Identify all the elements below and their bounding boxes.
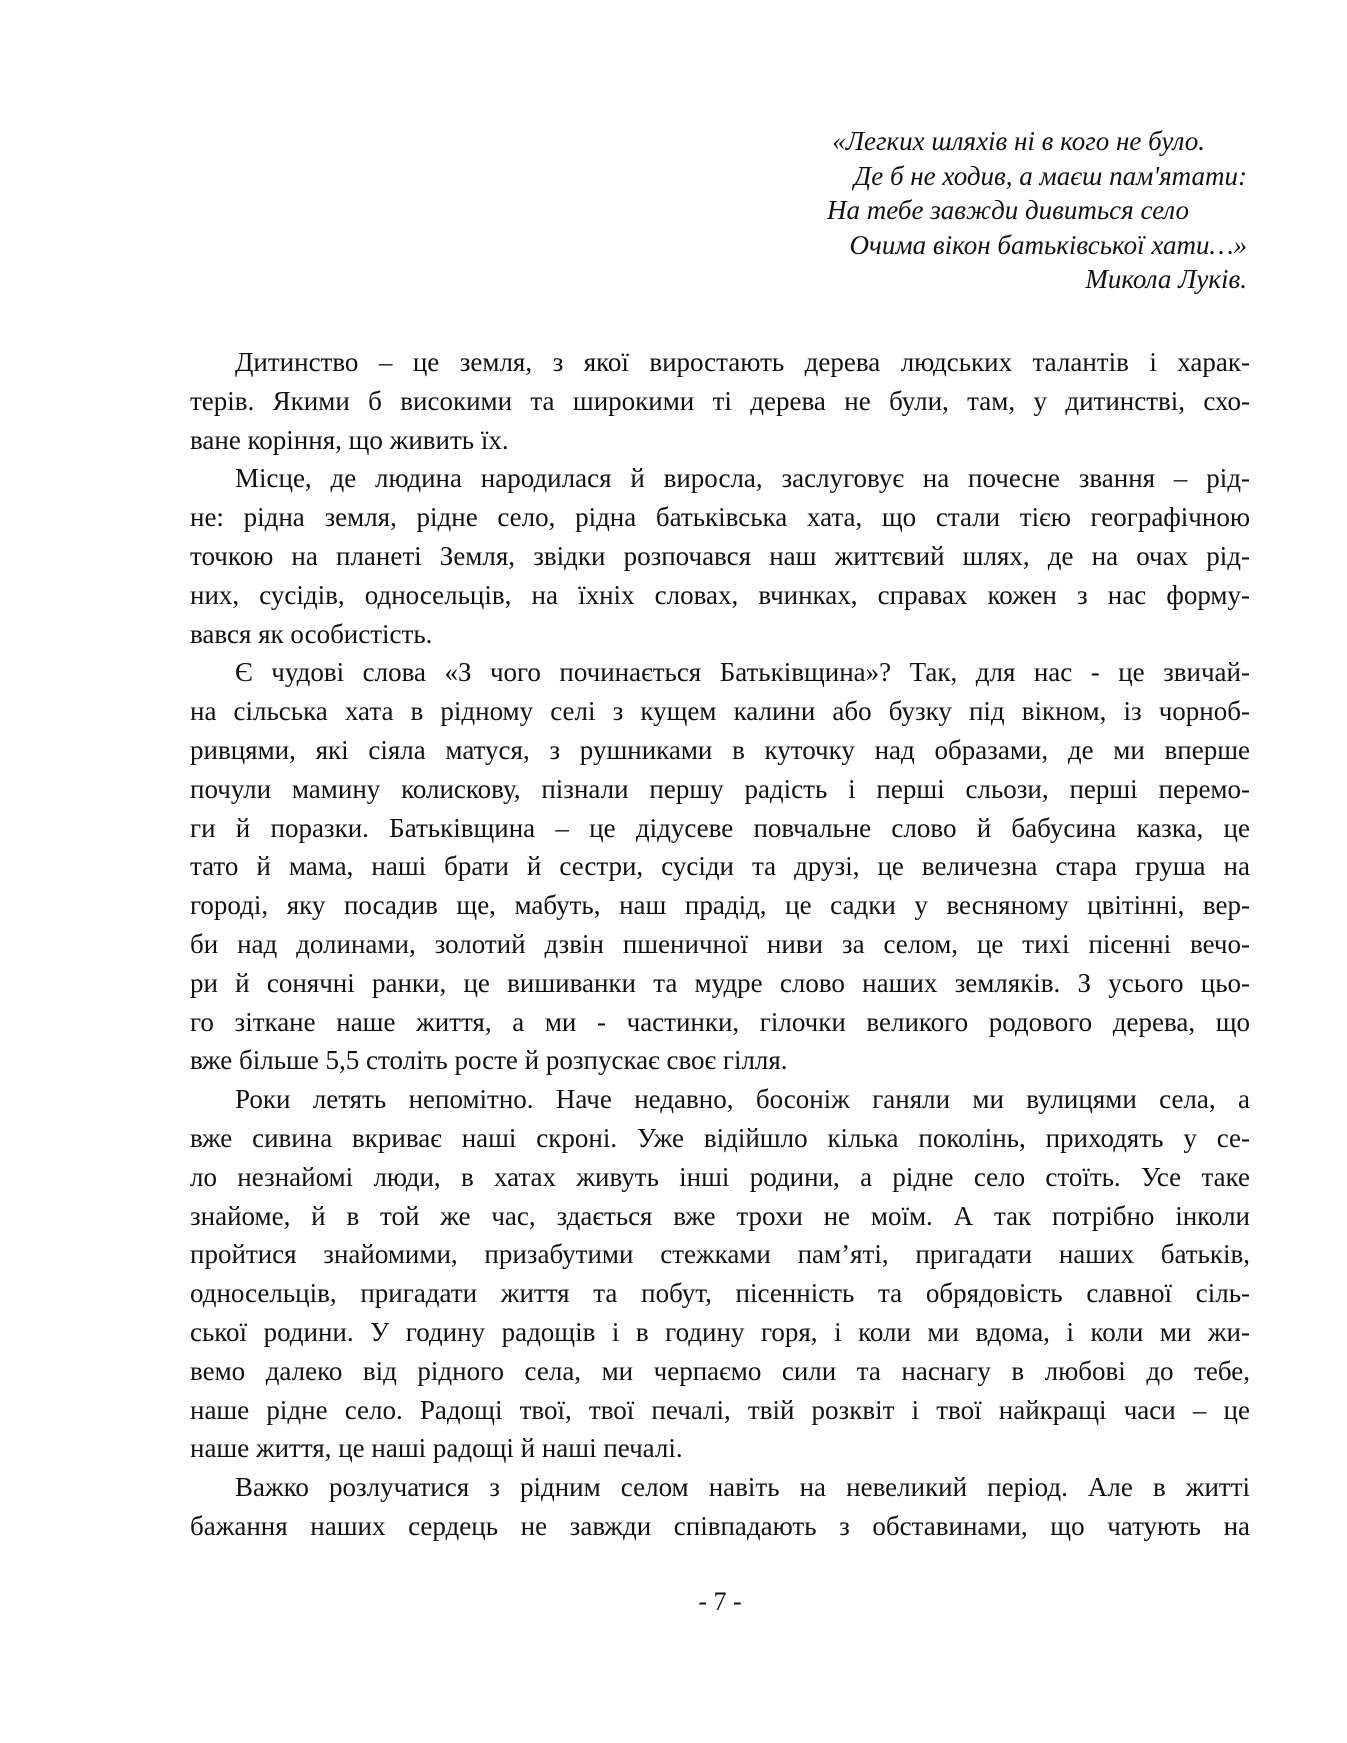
text-line: наше життя, це наші радощі й наші печалі. (190, 1433, 683, 1464)
text-line: ване коріння, що живить їх. (190, 424, 509, 455)
text-line: вемо далеко від рідного села, ми черпаємо сили та наснагу в любові до тебе, (190, 1355, 1250, 1386)
text-line: знайоме, й в той же час, здається вже трохи не моїм. А так потрібно інколи (190, 1200, 1250, 1231)
text-line: точкою на планеті Земля, звідки розпочався наш життєвий шлях, де на очах рід- (190, 540, 1250, 571)
text-line: Важко розлучатися з рідним селом навіть на невеликий період. Але в житті (235, 1472, 1250, 1503)
text-line: Роки летять непомітно. Наче недавно, босоніж ганяли ми вулицями села, а (235, 1084, 1250, 1115)
paragraph (190, 459, 1250, 653)
text-line: городі, яку посадив ще, мабуть, наш прадід, це садки у весняному цвітінні, вер- (190, 890, 1250, 921)
text-line: наше рідне село. Радощі твої, твої печалі, твій розквіт і твої найкращі часи – це (190, 1394, 1250, 1425)
text-line: терів. Якими б високими та широкими ті дерева не були, там, у дитинстві, схо- (190, 385, 1250, 416)
text-line: на сільська хата в рідному селі з кущем калини або бузку під вікном, із чорноб- (190, 696, 1250, 727)
paragraph (190, 1468, 1250, 1546)
paragraph (190, 343, 1250, 459)
text-line: бажання наших сердець не завжди співпадають з обставинами, що чатують на (190, 1510, 1250, 1541)
text-line: Місце, де людина народилася й виросла, заслуговує на почесне звання – рід- (235, 463, 1250, 494)
text-line: Дитинство – це земля, з якої виростають дерева людських талантів і харак- (235, 347, 1250, 377)
epigraph-line: На тебе завжди дивиться село (827, 195, 1189, 225)
text-line: ривцями, які сіяла матуся, з рушниками в куточку над образами, де ми вперше (190, 734, 1250, 765)
text-line: пройтися знайомими, призабутими стежками пам’яті, пригадати наших батьків, (190, 1239, 1250, 1270)
text-line: почули мамину колискову, пізнали першу радість і перші сльози, перші перемо- (190, 773, 1250, 804)
text-line: ри й сонячні ранки, це вишиванки та мудре слово наших земляків. З усього цьо- (190, 967, 1250, 998)
paragraph (190, 1080, 1250, 1468)
text-line: Є чудові слова «З чого починається Батьківщина»? Так, для нас - це звичай- (235, 657, 1250, 688)
epigraph-line: Очима вікон батьківської хати…» (849, 229, 1247, 260)
text-line: ської родини. У годину радощів і в годину горя, і коли ми вдома, і коли ми жи- (190, 1316, 1250, 1347)
text-line: вався як особистість. (190, 618, 433, 649)
epigraph-line: «Легких шляхів ні в кого не було. (832, 126, 1205, 156)
paragraph (190, 653, 1250, 1080)
epigraph (687, 124, 1247, 297)
epigraph-author: Микола Луків. (1085, 264, 1247, 294)
text-line: би над долинами, золотий дзвін пшеничної ниви за селом, це тихі пісенні вечо- (190, 928, 1250, 959)
text-line: вже сивина вкриває наші скроні. Уже відійшло кілька поколінь, приходять у се- (190, 1122, 1250, 1153)
body-text (190, 343, 1250, 1546)
text-line: ло незнайомі люди, в хатах живуть інші родини, а рідне село стоїть. Усе таке (190, 1161, 1250, 1192)
text-line: ги й поразки. Батьківщина – це дідусеве повчальне слово й бабусина казка, це (190, 812, 1250, 843)
text-line: вже більше 5,5 століть росте й розпускає своє гілля. (190, 1045, 788, 1076)
epigraph-line: Де б не ходив, а маєш пам'ятати: (854, 160, 1247, 191)
page-number: - 7 - (698, 1587, 742, 1616)
text-line: них, сусідів, односельців, на їхніх словах, вчинках, справах кожен з нас форму- (190, 579, 1250, 610)
text-line: односельців, пригадати життя та побут, пісенність та обрядовість славної сіль- (190, 1278, 1250, 1309)
text-line: го зіткане наше життя, а ми - частинки, гілочки великого родового дерева, що (190, 1006, 1250, 1037)
text-line: не: рідна земля, рідне село, рідна батьківська хата, що стали тією географічною (190, 502, 1250, 533)
text-line: тато й мама, наші брати й сестри, сусіди та друзі, це величезна стара груша на (190, 851, 1250, 882)
